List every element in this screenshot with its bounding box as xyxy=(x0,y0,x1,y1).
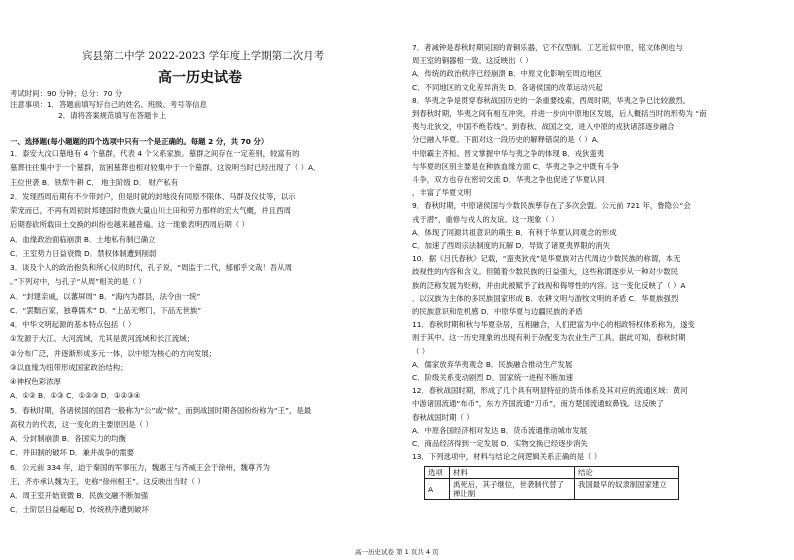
text-line: （ ） xyxy=(412,346,430,356)
table-cell: 禹死后，其子继位，世袭制代替了禅让制 xyxy=(450,479,575,500)
text-line: 则于其中。这一历史现象的出现有利于杂配变为农业生产工具。据此可知，春秋时期 xyxy=(412,333,686,343)
text-line: 13．下列选项中，材料与结论之间逻辑关系正确的是（ ） xyxy=(412,452,602,462)
text-line: A．中原各国经济相对发达 B．货币流通推动城市发展 xyxy=(412,425,588,435)
text-line: 斗争，双方也存在密切交流 D．华夷之争也促进了华夏认同 xyxy=(412,175,605,184)
text-line: 10．据《吕氏春秋》记载，“蛮夷狄戎”是华夏族对古代周边少数民族的称谓，本无 xyxy=(412,254,681,264)
text-line: C．不同地区的文化差异消失 D．各诸侯国的改革运动兴起 xyxy=(412,82,603,92)
text-line: A．血缘政治面临崩溃 B．土地私有制已确立 xyxy=(10,234,156,244)
page-footer: 高一历史试卷 第 1 页共 4 页 xyxy=(355,548,439,556)
section-heading: 一、选择题(每小题题的四个选项中只有一个是正确的。每题 2 分，共 70 分） xyxy=(10,137,269,146)
text-line: A．周王室开始衰微 B．民族交融不断加强 xyxy=(10,491,149,500)
text-line: 王，齐亦承认魏为王，史称“徐州相王”。这反映出当时（ ） xyxy=(10,476,205,486)
text-line: C．王室势力日益衰微 D．禁权体制遭到削弱 xyxy=(10,248,157,258)
text-line: 中原霸主齐桓、晋文掌握中华与夷之争的体现 B．戎狄蛮夷 xyxy=(412,148,605,158)
text-line: 分已融入华夏。下面对这一段历史的解释错误的是（ ）A． xyxy=(412,135,605,145)
exam-info: 考试时间：90 分钟；总分：70 分 xyxy=(10,89,123,98)
text-line: 春秋战国时期（ ） xyxy=(412,412,474,422)
table-header-cell: 选项 xyxy=(425,467,450,479)
text-line: 族的泛称发展为贬称，并由此被赋予了歧视和侮辱性的内容。这一变化反映了（ ）A xyxy=(412,280,686,290)
table-header-cell: 结论 xyxy=(575,467,679,479)
text-line: 与华夏的区别主要是在种族血缘方面 C．华夷之争之中既有斗争 xyxy=(412,161,620,171)
text-line: 中游诸国流通“布币”，东方齐国流通“刀币”，南方楚国流通蚁鼻钱。这反映了 xyxy=(412,399,664,409)
text-line: 7．者减钟是春秋时期吴国的青铜乐器，它不仅型制、工艺近似中原，铭文体例也与 xyxy=(412,43,683,52)
table-cell: A xyxy=(425,479,450,500)
text-line: 。”下列对中，与孔子“从周”相关的是（ ） xyxy=(10,277,146,287)
text-line: 12．春秋战国时期，形成了几个具有明显特征的货币体系及其对应的流通区域：黄河 xyxy=(412,386,688,396)
text-line: C．“罢黜百家，独尊儒术” D．“上品无寒门，下品无世族” xyxy=(10,305,202,315)
table-row xyxy=(425,479,679,500)
text-line: 2．发现西周后期有不少带封户，但是时就的封地没有同原不限体、马群及仪仗等，以示 xyxy=(10,191,296,201)
text-line: 的民族意识和危机感 D．中原华夏与边疆民族的矛盾 xyxy=(412,307,583,316)
text-line: ．以汉族为主体的多民族国家形成 B．农耕文明与游牧文明的矛盾 C．华夏族强烈 xyxy=(412,293,679,303)
table-header-cell: 材料 xyxy=(450,467,575,479)
text-line: A．分封制崩溃 B．各国实力的均衡 xyxy=(10,434,126,443)
text-line: 戎于潜”，重修与戎人的友谊。这一现象（ ） xyxy=(412,214,559,224)
exam-school-title: 宾县第二中学 2022-2023 学年度上学期第二次月考 xyxy=(82,50,325,62)
text-line: C．井田制的破坏 D．兼并战争的需要 xyxy=(10,448,135,458)
table-cell: 我国最早的奴隶制国家建立 xyxy=(575,479,679,500)
text-line: 到春秋时期，华夷之间有相互冲突，并进一步向中原地区发展，后人概括当时的形势为 “南 xyxy=(412,109,707,118)
text-line: 4．中华文明起源的基本特点包括（ ） xyxy=(10,320,136,329)
text-line: 高权力的代表，这一变化的主要原因是（ ） xyxy=(10,419,153,429)
text-line: 王位世袭 B．铁犁牛耕 C． 地主阶级 D． 财产私有 xyxy=(10,177,179,187)
text-line: A．儒家放弃华夷观念 B．民族融合推动生产发展 xyxy=(412,359,573,369)
text-line: 夷与北狄交，中国不绝若线”。到春秋、战国之交，进入中原的戎狄诸部逐步融合 xyxy=(412,122,675,132)
text-line: 6．公元前 334 年，迫于秦国的军事压力，魏惠王与齐威王会于徐州，魏尊齐为 xyxy=(10,462,271,472)
exam-subject-title: 高一历史试卷 xyxy=(158,70,242,86)
text-line: 9．春秋时期，中原诸侯国与少数民族孳存在了多次会盟。公元前 721 年，鲁隐公“会 xyxy=(412,201,691,211)
text-line: 5．春秋时期，各诸侯国的国君一般称为“公”或“侯”，而到战国时期各国纷纷称为“王”，是最 xyxy=(10,405,312,415)
text-line: 后期春砍所载田土交换的纠纷也越来越普遍。这一现象表明西周后期（ ） xyxy=(10,220,249,230)
table-header-row xyxy=(425,467,679,479)
text-line: 3．谈及个人的政治抱负和所心仪的时代，孔子说，“周监于二代，郁郁乎文哉！吾从周 xyxy=(10,263,292,272)
text-line: A．①② B．①③ C．①②③ D．①②③④ xyxy=(10,391,141,401)
text-line: ①发源于大江、大河流域，尤其是黄河流域和长江流域； xyxy=(10,334,195,344)
text-line: C．阶级关系变动剧烈 D．国家统一进程不断加速 xyxy=(412,373,574,382)
exam-note-2: 2．请将答案规范填写在答题卡上 xyxy=(58,111,167,120)
q13-table xyxy=(424,466,679,500)
text-line: 11．春秋时期和秋与华夏杂居，互相融合，人们把富为中心的相政特权体系称为，遂变 xyxy=(412,320,695,330)
text-line: ②分布广泛，并逐渐形成多元一体，以中原为核心的方向发展； xyxy=(10,348,217,358)
text-line: 歧视性的内容和含义。但随着少数民族的日益强大，这些称谓逐步从一种对少数民 xyxy=(412,267,679,277)
text-line: ④神权色彩浓厚 xyxy=(10,377,61,386)
text-line: A．“封建亲戚，以蕃屏周” B．“海内为郡县，法令由一统” xyxy=(10,291,201,301)
exam-note-1: 注意事项：1．答题前填写好自己的姓名、班级、考号等信息 xyxy=(10,100,207,109)
text-line: ，丰富了华夏文明 xyxy=(412,188,472,198)
text-line: 1．泰安大汶口墓地有 4 个墓群，代表 4 个父系家族。墓群之间存在一定差别，较富有的 xyxy=(10,149,300,158)
text-line: 荣宠而已，不再有周初封邦建国时贵族大量山川土田和劳力那样的宏大气概，并且西周 xyxy=(10,206,291,215)
text-line: 8．华夷之争是贯穿春秋战国历史的一条重要线索，西周时期，华夷之争已比较激烈。 xyxy=(412,95,691,105)
text-line: 周王室的铜器相一致。这反映出（ ） xyxy=(412,56,533,66)
text-line: C．加速了西周宗法制度的瓦解 D．导致了诸夏夷界限的消失 xyxy=(412,241,610,250)
text-line: A．体现了同源共祖意识的萌生 B．有利于华夏认同观念的形成 xyxy=(412,227,617,237)
text-line: ③以血缘为纽带形成国家政治结构； xyxy=(10,362,128,372)
text-line: C．士阶层日益崛起 D．传统秩序遭到破坏 xyxy=(10,505,149,515)
text-line: A．传统的政治秩序已经崩溃 B．中原文化影响至周边地区 xyxy=(412,69,602,79)
text-line: C．商品经济得到一定发展 D．实物交换已经逐步消失 xyxy=(412,439,588,448)
text-line: 墓葬往往集中于一个墓群，贫困墓葬也相对较集中于一个墓群。这说明当时已经出现了（ ）A． xyxy=(10,163,321,173)
